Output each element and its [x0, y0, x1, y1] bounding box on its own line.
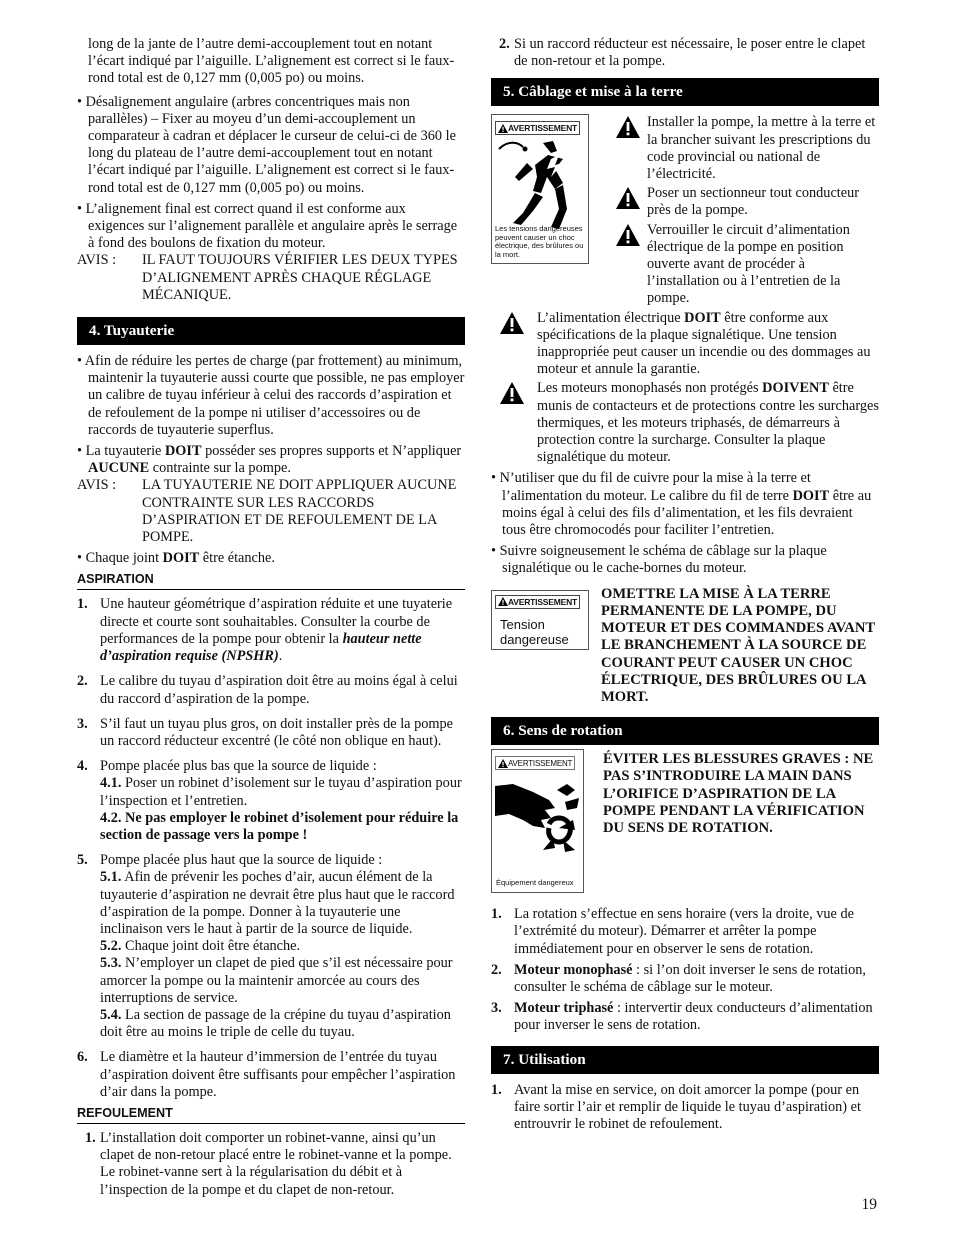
wiring-hazard-block: [491, 114, 879, 307]
aspiration-item-5: 5. Pompe placée plus haut que la source de liquide : 5.1. Afin de prévenir les poches d’air, aucun élément de la tuyauterie d’aspiration ne devrait être plus haut que le raccord d’aspiration de la pompe. Donner à la tuyauterie une inclinaison vers le haut à partir de la source de liquide. 5.2. Chaque joint doit être étanche. 5.3. N’employer un clapet de pied que s’il est nécessaire pour amorcer la pompe ou la maintenir amorcée au cours des interruptions de service. 5.4. La section de passage de la crépine du tuyau d’aspiration doit être au moins le triple de celle du tuyau.: [77, 852, 455, 1041]
notice-label: AVIS :: [77, 252, 117, 269]
bullet-angular-misalignment: • Désalignement angulaire (arbres concentriques mais non parallèles) – Fixer au moyeu d’un demi-accouplement un comparateur à cadran et déplacer le curseur de celui-ci de 360 le long du plateau de l’autre demi-accouplement tout en notant l’écart indiqué par l’aiguille. L’alignement est correct si le faux-rond total est de 0,127 mm (0,005 po) ou moins.: [77, 93, 456, 196]
notice-piping: [77, 477, 465, 546]
hazard-item-5: Les moteurs monophasés non protégés DOIVENT être munis de contacteurs et de protections contre les surcharges thermiques, et les moteurs triphasés, de démarreurs à protection contre la surcharge. Consulter la plaque signalétique du moteur.: [491, 380, 879, 466]
bullet-copper-wire: • N’utiliser que du fil de cuivre pour la mise à la terre et l’alimentation du moteur. Le calibre du fil de terre DOIT être au moins égal à celui des fils d’alimentation, et les fils devraient tous être chromocodés pour faciliter l’entretien.: [491, 470, 872, 539]
subheading-aspiration: ASPIRATION: [77, 571, 465, 590]
warning-triangle-icon: [498, 597, 508, 606]
equipment-caption: Équipement dangereux: [496, 877, 574, 887]
section-heading-rotation: 6. Sens de rotation: [491, 717, 879, 745]
hazard-item-4: L’alimentation électrique DOIT être conforme aux spécifications de la plaque signalétique. Une tension inappropriée peut causer un incendie ou des dommages au moteur et annule la garantie.: [491, 310, 879, 379]
bullet-final-alignment: • L’alignement final est correct quand il est conforme aux exigences sur l’alignement parallèle et angulaire après le serrage à fond des boulons de fixation du moteur.: [77, 200, 458, 252]
wiring-hazard-list: [613, 114, 879, 307]
aspiration-item-1: 1. Une hauteur géométrique d’aspiration réduite et une tuyaterie directe et courte sont souhaitables. Consulter la courbe de performances de la pompe pour obtenir la hauteur nette d’aspiration requise (NPSHR).: [77, 596, 453, 665]
rotation-warning-block: [491, 749, 879, 893]
bullet-wiring-diagram: • Suivre soigneusement le schéma de câblage sur la plaque signalétique ou le cache-bornes du moteur.: [491, 543, 827, 577]
aspiration-item-2: 2. Le calibre du tuyau d’aspiration doit être au moins égal à celui du raccord d’aspiration de la pompe.: [77, 673, 458, 707]
warning-triangle-icon: [498, 759, 508, 768]
subheading-refoulement: REFOULEMENT: [77, 1105, 465, 1124]
warning-tag: AVERTISSEMENT: [495, 756, 575, 770]
hazard-triangle-icon: [613, 185, 643, 209]
grounding-warning-text: OMETTRE LA MISE À LA TERRE PERMANENTE DE LA POMPE, DU MOTEUR ET DES COMMANDES AVANT LE BRANCHEMENT À LA SOURCE DE COURANT PEUT CAUSER UN CHOC ÉLECTRIQUE, DES BRÛLURES OU LA MORT.: [601, 585, 875, 705]
warning-triangle-icon: [498, 124, 508, 133]
left-column: [77, 36, 465, 1199]
operation-item-1: 1. Avant la mise en service, on doit amorcer la pompe (pour en faire sortir l’air et remplir de liquide le tuyau d’aspiration) et entrouvrir le robinet de refoulement.: [491, 1081, 861, 1132]
hazard-triangle-icon: [613, 222, 643, 246]
rotation-item-3: 3. Moteur triphasé : intervertir deux conducteurs d’alimentation pour inverser le sens de rotation.: [491, 1000, 873, 1034]
rotation-item-1: 1. La rotation s’effectue en sens horaire (vers la droite, vue de l’extrémité du moteur). Démarrer et arrêter la pompe immédiatement pour en observer le sens de rotation.: [491, 906, 854, 957]
aspiration-item-4: 4. Pompe placée plus bas que la source de liquide : 4.1. Poser un robinet d’isolement sur le tuyau d’aspiration pour l’inspection et l’entretien. 4.2. Ne pas employer le robinet d’isolement pour réduire la section de passage vers la pompe !: [77, 758, 462, 843]
notice-text: LA TUYAUTERIE NE DOIT APPLIQUER AUCUNE CONTRAINTE SUR LES RACCORDS D’ASPIRATION ET DE REFOULEMENT DE LA POMPE.: [142, 477, 457, 546]
hazard-triangle-icon: [613, 114, 643, 138]
alignment-paragraph-continued: long de la jante de l’autre demi-accouplement tout en notant l’écart indiqué par l’aiguille. L’alignement est correct si le faux-rond total est de 0,127 mm (0,005 po) ou moins.: [88, 36, 455, 87]
hand-entanglement-icon: [493, 780, 583, 870]
right-column: [491, 36, 879, 1133]
aspiration-item-3: 3. S’il faut un tuyau plus gros, on doit installer près de la pompe un raccord réducteur excentré (le côté non oblique en haut).: [77, 715, 453, 749]
bullet-joints: • Chaque joint DOIT être étanche.: [77, 550, 275, 567]
warning-tag: AVERTISSEMENT: [495, 121, 580, 135]
section-heading-piping: 4. Tuyauterie: [77, 317, 465, 345]
notice-label: AVIS :: [77, 477, 117, 494]
hazard-triangle-icon: [497, 310, 527, 334]
electric-shock-icon: [493, 137, 589, 237]
hazard-triangle-icon: [497, 380, 527, 404]
refoulement-item-2: 2. Si un raccord réducteur est nécessaire, le poser entre le clapet de non-retour et la pompe.: [499, 36, 866, 70]
voltage-caption: Tension dangereuse: [500, 616, 569, 647]
warning-tag: AVERTISSEMENT: [495, 595, 580, 609]
rotation-item-2: 2. Moteur monophasé : si l’on doit inverser le sens de rotation, consulter le schéma de câblage sur le moteur.: [491, 961, 866, 995]
hand-hazard-sign: [491, 749, 584, 893]
section-heading-operation: 7. Utilisation: [491, 1046, 879, 1074]
aspiration-item-6: 6. Le diamètre et la hauteur d’immersion de l’entrée du tuyau d’aspiration doivent être suffisants pour empêcher l’aspiration d’air dans la pompe.: [77, 1049, 456, 1100]
rotation-warning-text: ÉVITER LES BLESSURES GRAVES : NE PAS S’INTRODUIRE LA MAIN DANS L’ORIFICE D’ASPIRATION DE LA POMPE PENDANT LA VÉRIFICATION DU SENS DE ROTATION.: [603, 751, 874, 836]
bullet-piping-supports: • La tuyauterie DOIT posséder ses propres supports et N’appliquer AUCUNE contrainte sur la pompe.: [77, 443, 462, 477]
hazard-item-1: Installer la pompe, la mettre à la terre et la brancher suivant les prescriptions du code provincial ou national de l’électricité.: [613, 114, 879, 183]
hazard-item-3: Verrouiller le circuit d’alimentation électrique de la pompe en position ouverte avant de procéder à l’installation ou à l’entretien de la pompe.: [613, 222, 879, 308]
shock-warning-sign: [491, 114, 589, 264]
notice-alignment: [77, 252, 465, 304]
voltage-warning-sign: [491, 590, 589, 650]
hazard-item-2: Poser un sectionneur tout conducteur près de la pompe.: [613, 185, 879, 219]
notice-text: IL FAUT TOUJOURS VÉRIFIER LES DEUX TYPES D’ALIGNEMENT APRÈS CHAQUE RÉGLAGE MÉCANIQUE.: [142, 252, 458, 303]
shock-caption: Les tensions dangereuses peuvent causer un choc électrique, des brûlures ou la mort.: [495, 224, 584, 259]
grounding-warning-block: [491, 586, 879, 706]
page-number: 19: [861, 1196, 877, 1213]
section-heading-wiring: 5. Câblage et mise à la terre: [491, 78, 879, 106]
refoulement-item-1: 1. L’installation doit comporter un robinet-vanne, ainsi qu’un clapet de non-retour placé entre le robinet-vanne et la pompe. Le robinet-vanne sert à la régularisation du débit et à l’inspection de la pompe et du clapet de non-retour.: [85, 1129, 452, 1198]
bullet-piping-friction: • Afin de réduire les pertes de charge (par frottement) au minimum, maintenir la tuyauterie aussi courte que possible, ne pas employer un calibre de tuyau inférieur à celui des raccords d’aspiration et de refoulement de la pompe ni utiliser d’accessoires ou de raccords de tuyauterie superflus.: [77, 353, 465, 438]
